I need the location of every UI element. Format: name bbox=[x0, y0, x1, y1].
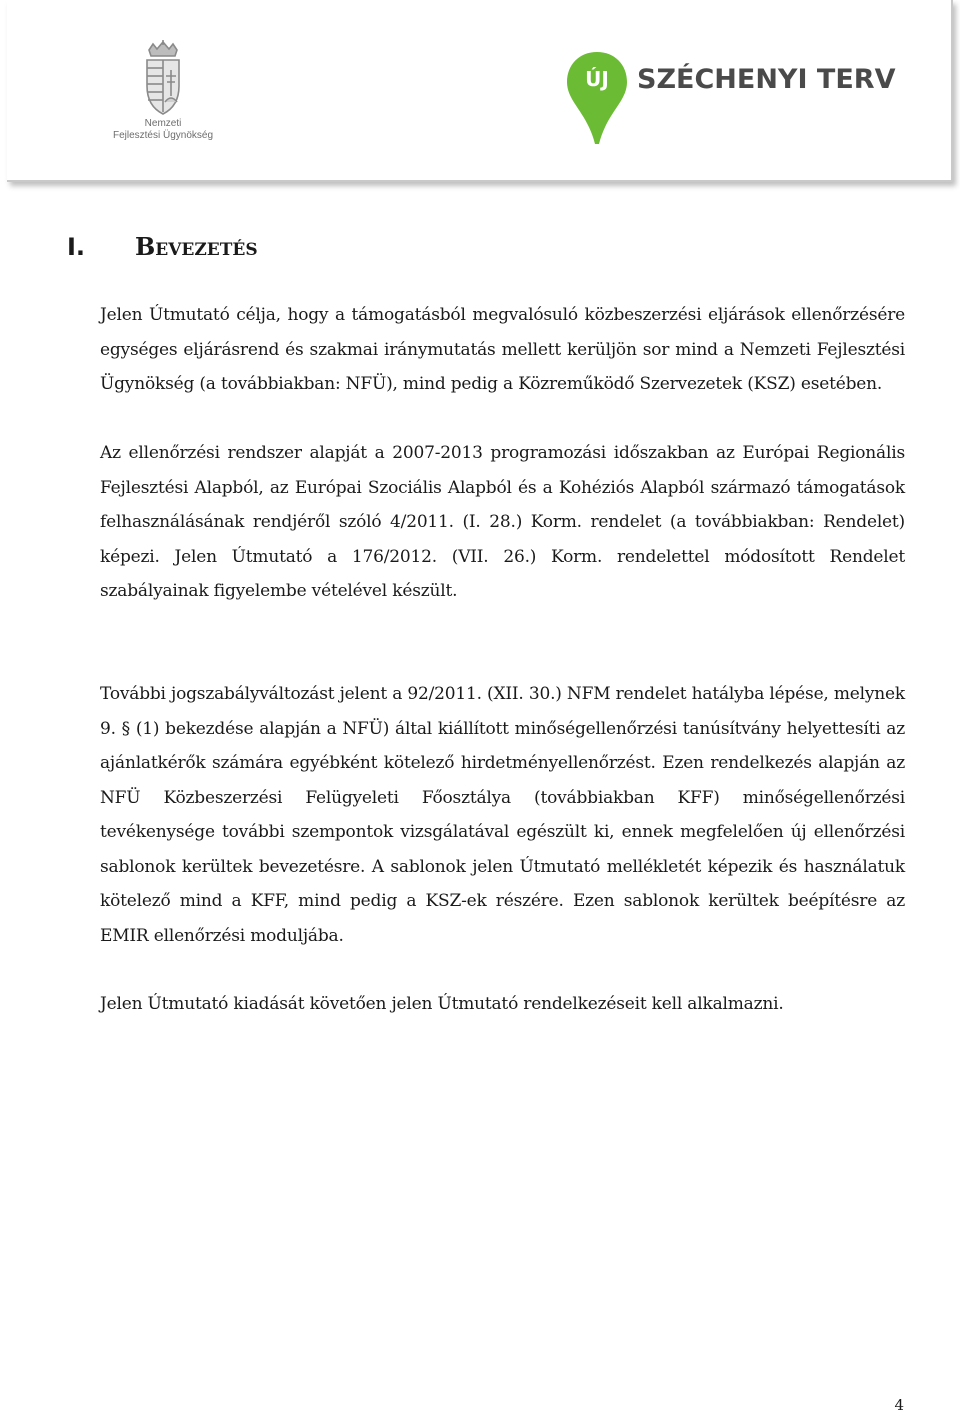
szechenyi-terv-logo bbox=[565, 50, 896, 150]
page-header bbox=[7, 0, 953, 182]
hungarian-crest-icon bbox=[139, 40, 187, 116]
map-pin-icon bbox=[565, 50, 629, 146]
section-heading bbox=[67, 232, 258, 261]
section-number: I. bbox=[67, 233, 86, 261]
section-title: Bevezetés bbox=[135, 232, 258, 261]
paragraph-purpose: Jelen Útmutató célja, hogy a támogatásból megvalósuló közbeszerzési eljárások ellenőrzésére egységes eljárásrend és szakmai iránymutatás mellett kerüljön sor mind a Nemzeti Fejlesztési Ügynökség (a továbbiakban: NFÜ), mind pedig a Közreműködő Szervezetek (KSZ) esetében. bbox=[100, 305, 905, 394]
szt-logo-name: SZÉCHENYI TERV bbox=[637, 64, 896, 95]
szt-logo-badge: ÚJ bbox=[585, 67, 609, 91]
nfu-logo-line: Fejlesztési Ügynökség bbox=[112, 130, 214, 141]
nfu-logo bbox=[103, 40, 223, 150]
page-number: 4 bbox=[894, 1396, 904, 1414]
paragraph-applicability: Jelen Útmutató kiadását követően jelen Útmutató rendelkezéseit kell alkalmazni. bbox=[100, 994, 784, 1014]
paragraph-legal-basis: Az ellenőrzési rendszer alapját a 2007-2013 programozási időszakban az Európai Regionális Fejlesztési Alapból, az Európai Szociális Alapból és a Kohéziós Alapból származó támogatások felhasználásának rendjéről szóló 4/2011. (I. 28.) Korm. rendelet (a továbbiakban: Rendelet) képezi. Jelen Útmutató a 176/2012. (VII. 26.) Korm. rendelettel módosított Rendelet szabályainak figyelembe vételével készült. bbox=[100, 443, 905, 601]
nfu-logo-text bbox=[103, 118, 223, 142]
paragraph-regulation-change: További jogszabályváltozást jelent a 92/2011. (XII. 30.) NFM rendelet hatályba lépése, melynek 9. § (1) bekezdése alapján a NFÜ) által kiállított minőségellenőrzési tanúsítvány helyettesíti az ajánlatkérők számára egyébként kötelező hirdetményellenőrzést. Ezen rendelkezés alapján az NFÜ Közbeszerzési Felügyeleti Főosztálya (továbbiakban KFF) minőségellenőrzési tevékenysége további szempontok vizsgálatával egészült ki, ennek megfelelően új ellenőrzési sablonok kerültek bevezetésre. A sablonok jelen Útmutató mellékletét képezik és használatuk kötelező mind a KFF, mind pedig a KSZ-ek részére. Ezen sablonok kerültek beépítésre az EMIR ellenőrzési moduljába. bbox=[100, 684, 905, 946]
nfu-logo-line: Nemzeti bbox=[144, 118, 182, 129]
